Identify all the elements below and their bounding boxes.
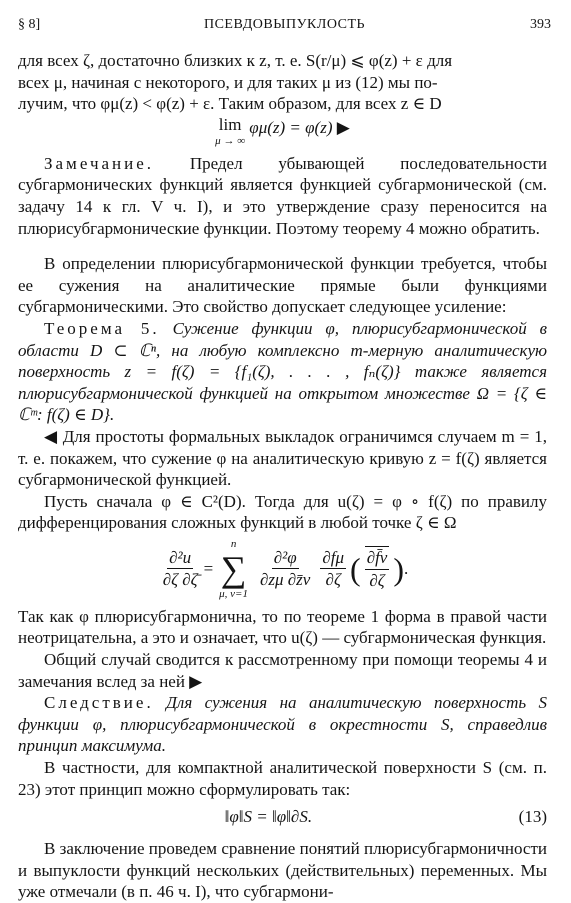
theorem-paragraph [18, 318, 547, 426]
theorem-text: Сужение функции φ, плюрисубгармонической в области D ⊂ ℂⁿ, на любую комплексно m-мерную аналитическую поверхность z = f(ζ) = {f₁(ζ), . . . , fₙ(ζ)} также является плюрисубгармонической функцией на открытом множестве Ω = {ζ ∈ ℂᵐ: f(ζ) ∈ D}. [18, 318, 547, 425]
paragraph: В частности, для компактной аналитической поверхности S (см. п. 23) этот принцип можно сформулировать так: [18, 758, 547, 799]
limit-subscript: μ → ∞ [215, 134, 246, 147]
equation-13-formula: ‖φ‖S = ‖φ‖∂S. [224, 807, 313, 827]
remark-text: Предел убывающей последовательности субгармонических функций является функцией субгармонической (см. задачу 14 к гл. V ч. I), и это утверждение сразу переносится на плюрисубгармонические функции. Поэтому теорему 4 можно обратить. [18, 153, 548, 238]
second-derivative-fraction: $\frac{\text{∂²φ}}{\partial z\mu \partial z̄\nu}$ [259, 547, 311, 590]
partial-f-mu-fraction: $\frac{\partial f\mu}{\partial\zeta}$ [322, 547, 345, 590]
remark-paragraph [18, 153, 547, 239]
limit-body: φμ(z) = φ(z) ▶ [249, 117, 350, 137]
equals-sign: = [203, 559, 214, 579]
limit-word: lim [218, 114, 242, 134]
remark-label: Замечание. [44, 153, 155, 173]
conjugate-fraction: $\frac{\partial f̄\nu}{\partial\zeta}$ [366, 548, 388, 590]
paragraph: Общий случай сводится к рассмотренному при помощи теоремы 4 и замечания вслед за ней ▶ [18, 650, 547, 691]
proof-paragraph: Пусть сначала φ ∈ C²(D). Тогда для u(ζ) = φ ∘ f(ζ) по правилу дифференцирования сложных функций в любой точке ζ ∈ Ω [18, 491, 547, 533]
lhs-fraction: $\frac{\text{∂²u}}{\partial\zeta \partial\zetā}$ [162, 547, 198, 590]
closing-paragraph: В заключение проведем сравнение понятий плюрисубгармоничности и выпуклости функций нескольких (действительных) переменных. Мы уже отмечали (в п. 46 ч. I), что субгармони- [18, 839, 547, 902]
section-ref: § 8] [18, 17, 41, 32]
paragraph-line: для всех ζ, достаточно близких к z, т. е. S(r/μ) ⩽ φ(z) + ε для [18, 51, 453, 70]
definition-paragraph: В определении плюрисубгармонической функции требуется, чтобы ее сужения на аналитические прямые были функциями субгармоническими. Это свойство допускает следующее усиление: [18, 254, 547, 317]
running-title: ПСЕВДОВЫПУКЛОСТЬ [203, 17, 366, 32]
page-body [18, 50, 547, 903]
paragraph-line: лучим, что φμ(z) < φ(z) + ε. Таким образом, для всех z ∈ D [18, 94, 442, 114]
equation-13 [18, 802, 547, 832]
limit-operator [215, 114, 246, 149]
chain-rule-formula: $\frac{\text{∂²u}}{\partial\zeta \partial\zetā}$ = n ∑ μ, ν=1 $\frac{\text{∂²φ}}{\partial z\mu \partial z̄\nu}$ $\frac{\partial f\mu}{\partial\zeta}$ ( $\frac{\partial f̄\nu}{\partial\zeta}$ ) . [162, 537, 409, 600]
corollary-label: Следствие. [44, 693, 154, 713]
corollary-text: Для сужения на аналитическую поверхность S функции φ, плюрисубгармонической в окрестности S, справедлив принцип максимума. [18, 693, 547, 756]
equation-13-number: (13) [518, 807, 547, 827]
summation: n ∑ μ, ν=1 [219, 537, 248, 600]
theorem-label: Теорема 5. [44, 318, 160, 338]
proof-paragraph: ◀ Для простоты формальных выкладок ограничимся случаем m = 1, т. е. покажем, что сужение φ на аналитическую кривую z = f(ζ) является субгармонической функцией. [18, 426, 547, 490]
paragraph: Так как φ плюрисубгармонична, то по теореме 1 форма в правой части неотрицательна, а это и означает, что u(ζ) — субгармоническая функция. [18, 606, 547, 648]
corollary-paragraph [18, 692, 547, 757]
page-header [18, 14, 551, 36]
limit-formula [18, 114, 547, 147]
paragraph-line: всех μ, начиная с некоторого, и для таких μ из (12) мы по- [18, 72, 438, 92]
page-number: 393 [530, 17, 551, 32]
